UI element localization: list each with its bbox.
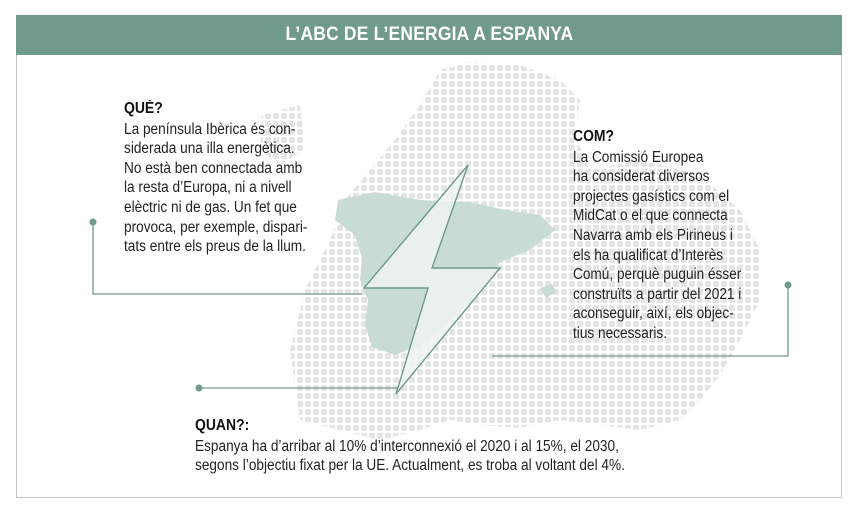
section-com-line: tius necessaris. <box>573 324 668 342</box>
section-com-line: projectes gasístics com el <box>573 187 730 205</box>
section-que-line: elèctric ni de gas. Un fet que <box>124 198 297 216</box>
section-com-line: Comú, perquè puguin ésser <box>573 266 742 284</box>
section-quan-heading: QUAN?: <box>195 417 250 434</box>
section-quan-line: segons l’objectiu fixat per la UE. Actualment, es troba al voltant del 4%. <box>195 457 625 475</box>
section-que-line: la resta d’Europa, ni a nivell <box>124 179 292 197</box>
section-que <box>124 99 333 257</box>
section-com-line: MidCat o el que connecta <box>573 207 728 225</box>
section-com-line: La Comissió Europea <box>573 148 704 166</box>
section-que-line: tats entre els preus de la llum. <box>124 238 306 256</box>
section-que-line: La península Ibèrica és con- <box>124 120 296 138</box>
page-title: L’ABC DE L’ENERGIA A ESPANYA <box>285 24 573 45</box>
section-com-line: ha considerat diversos <box>573 168 710 186</box>
section-que-line: provoca, per exemple, dispari- <box>124 218 308 236</box>
section-com-line: els ha qualificat d’Interès <box>573 246 724 264</box>
section-que-line: No està ben connectada amb <box>124 159 303 177</box>
section-que-heading: QUÈ? <box>124 100 163 117</box>
section-com-heading: COM? <box>573 128 615 145</box>
section-quan <box>195 416 684 476</box>
section-com-line: construïts a partir del 2021 i <box>573 285 742 303</box>
section-com-line: Navarra amb els Pirineus i <box>573 226 733 244</box>
section-quan-line: Espanya ha d’arribar al 10% d’interconnexió el 2020 i al 15%, el 2030, <box>195 437 619 455</box>
section-com <box>573 127 764 344</box>
section-com-line: aconseguir, així, els objec- <box>573 305 734 323</box>
section-que-line: siderada una illa energètica. <box>124 140 295 158</box>
